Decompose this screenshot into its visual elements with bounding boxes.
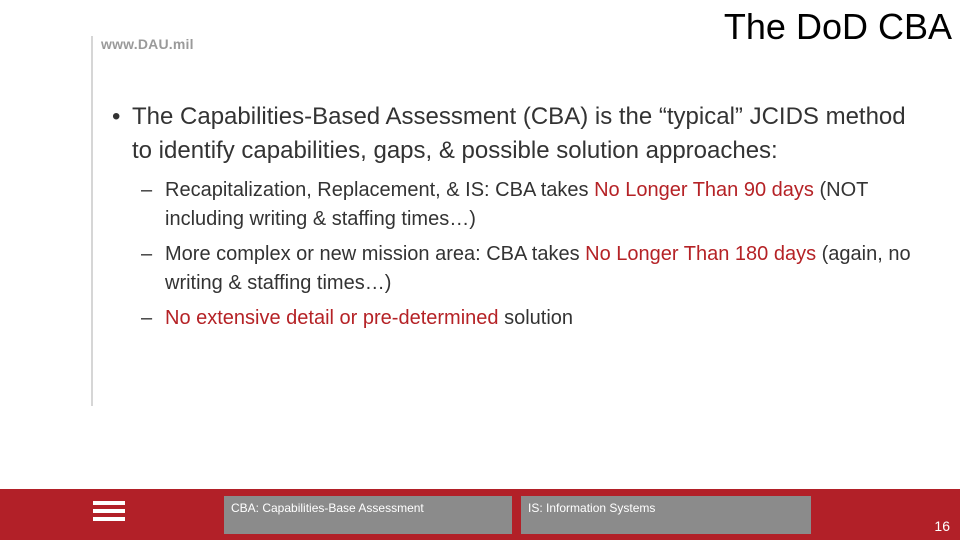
sub-bullet-highlight: No Longer Than 90 days	[594, 179, 814, 201]
sub-bullet-text: Recapitalization, Replacement, & IS: CBA takes	[165, 179, 595, 201]
sub-bullet-highlight: No extensive detail or pre-determined	[165, 307, 499, 329]
bullet-dot-icon: •	[112, 103, 121, 130]
abbreviation-box-cba: CBA: Capabilities-Base Assessment	[224, 496, 512, 534]
dash-icon: –	[141, 243, 153, 265]
main-bullet-text: The Capabilities-Based Assessment (CBA) is the “typical” JCIDS method to identify capabilities, gaps, & possible solution approaches:	[132, 103, 906, 164]
sub-bullet	[141, 304, 932, 333]
sub-bullet-text: solution	[498, 307, 574, 329]
sub-bullet-text: (again, no writing & staffing times…)	[165, 243, 911, 294]
vertical-divider	[91, 36, 93, 406]
dash-icon: –	[141, 179, 153, 201]
site-url: www.DAU.mil	[101, 36, 194, 52]
menu-icon[interactable]	[93, 501, 125, 523]
sub-bullet-list	[141, 176, 932, 333]
page-number: 16	[934, 518, 950, 534]
sub-bullet	[141, 240, 932, 298]
main-bullet	[112, 100, 932, 168]
sub-bullet-text: More complex or new mission area: CBA takes	[165, 243, 586, 265]
abbreviation-box-is: IS: Information Systems	[521, 496, 811, 534]
sub-bullet	[141, 176, 932, 234]
dash-icon: –	[141, 307, 153, 329]
sub-bullet-highlight: No Longer Than 180 days	[585, 243, 817, 265]
slide-title: The DoD CBA	[723, 6, 952, 47]
sub-bullet-text: (NOT including writing & staffing times…)	[165, 179, 868, 230]
slide-body	[112, 100, 932, 339]
